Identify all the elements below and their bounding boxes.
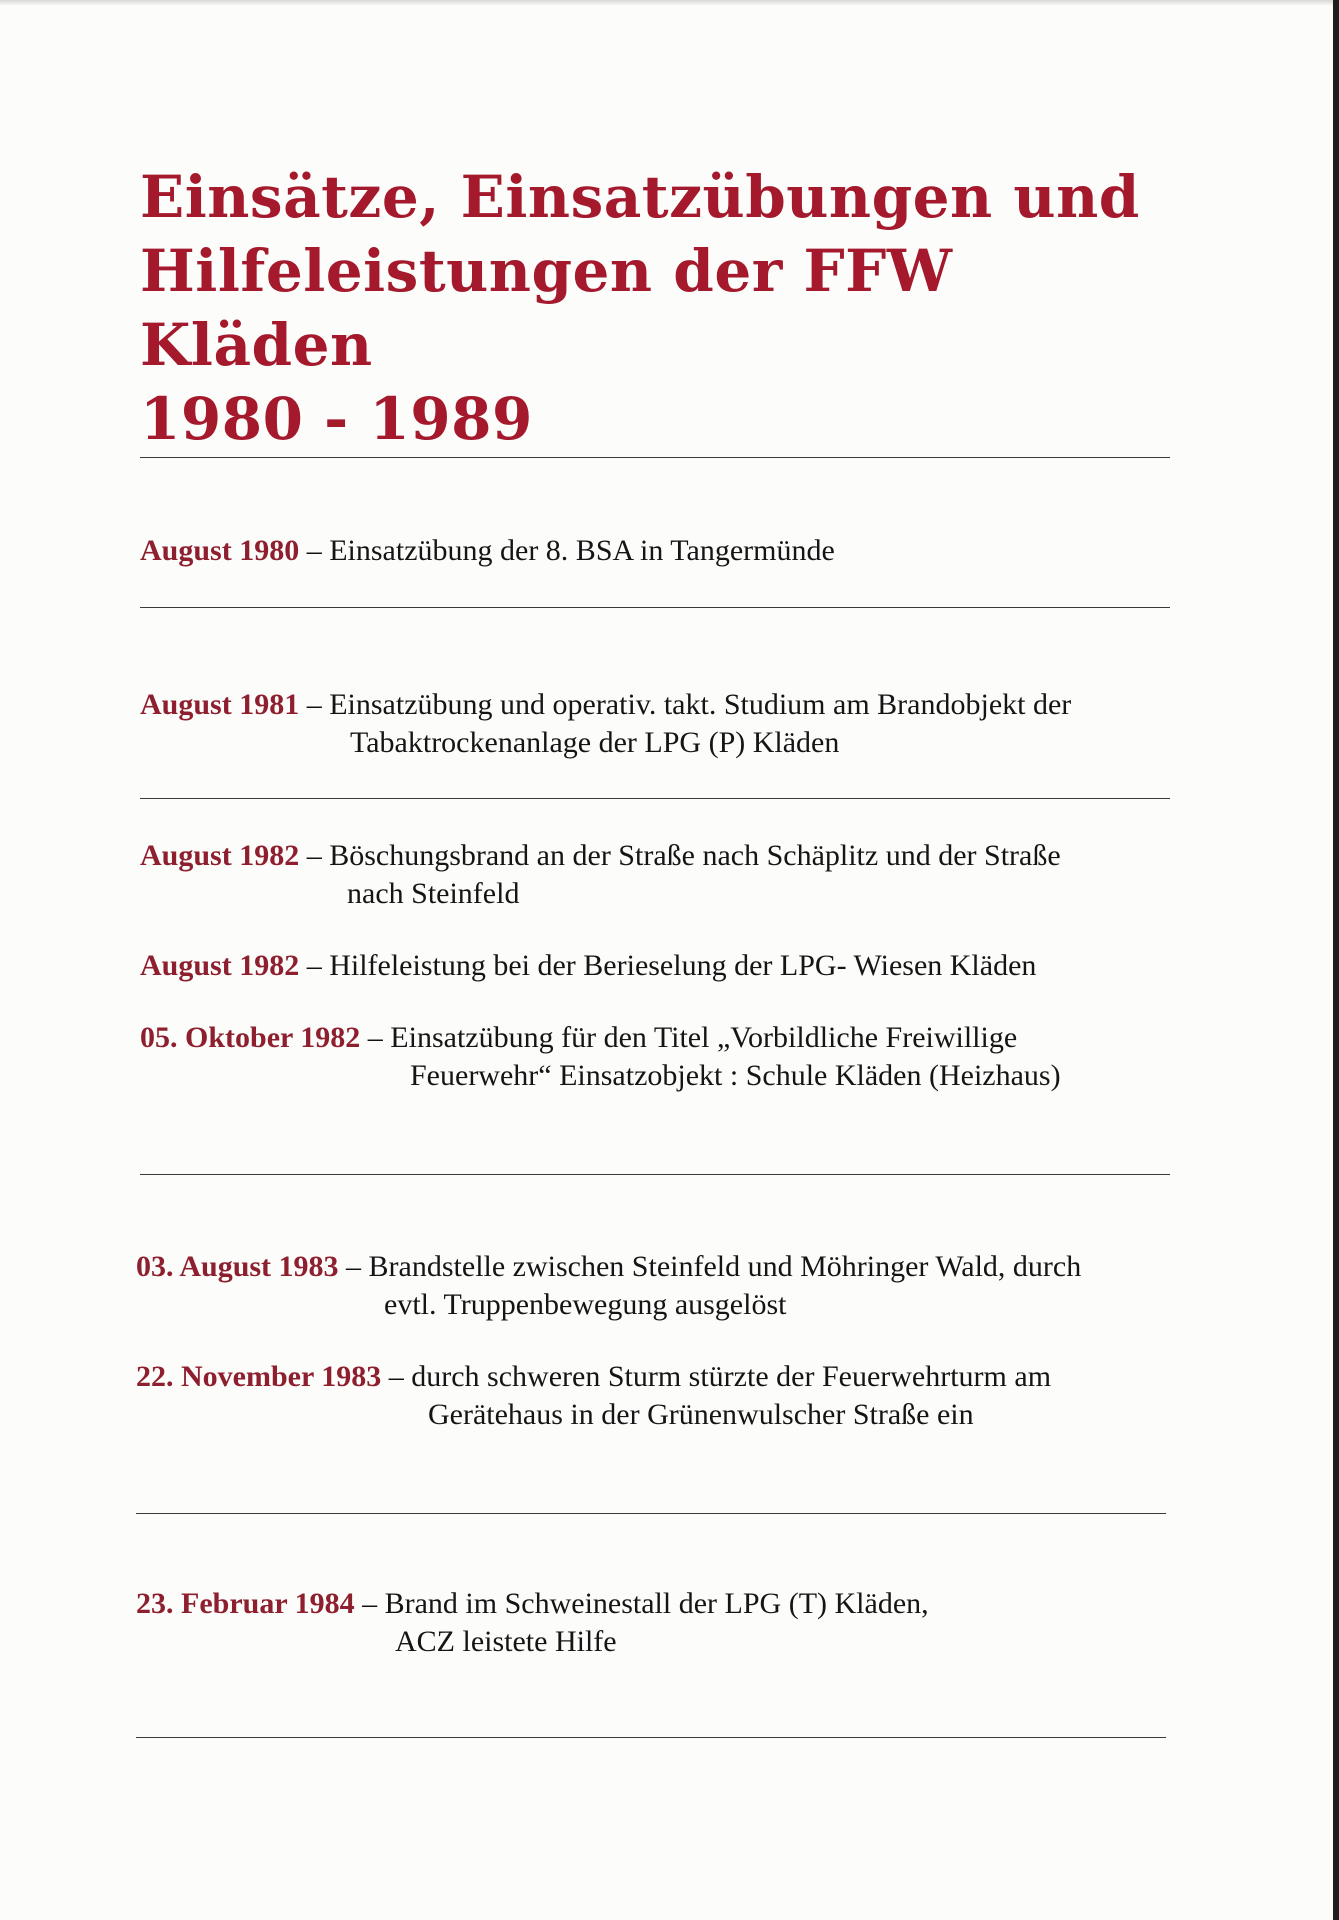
- entry-text-continued: ACZ leistete Hilfe: [395, 1625, 617, 1658]
- entry-text: Einsatzübung und operativ. takt. Studium am Brandobjekt der: [329, 688, 1072, 721]
- page-title: [140, 160, 1190, 456]
- entry-august-1983: [136, 1248, 1081, 1324]
- entry-text-continued: nach Steinfeld: [347, 877, 520, 910]
- entry-text-continued: Tabaktrockenanlage der LPG (P) Kläden: [350, 726, 840, 759]
- page-shadow-edge: [1333, 0, 1339, 1920]
- entry-separator: –: [381, 1360, 412, 1393]
- entry-separator: –: [299, 839, 330, 872]
- entry-separator: –: [354, 1587, 385, 1620]
- entry-text: Brand im Schweinestall der LPG (T) Kläden,: [384, 1587, 929, 1620]
- entry-date: August 1982: [140, 839, 300, 872]
- section-divider: [136, 1513, 1166, 1514]
- entry-februar-1984: [136, 1585, 929, 1661]
- entry-text-continued: evtl. Truppenbewegung ausgelöst: [384, 1288, 787, 1321]
- entry-oktober-1982: [140, 1019, 1061, 1095]
- entry-text: Einsatzübung der 8. BSA in Tangermünde: [329, 534, 835, 567]
- entry-text: Brandstelle zwischen Steinfeld und Möhringer Wald, durch: [368, 1250, 1082, 1283]
- title-line-1: Einsätze, Einsatzübungen und: [140, 163, 1140, 231]
- section-divider: [140, 1174, 1170, 1175]
- entry-text-continued: Gerätehaus in der Grünenwulscher Straße ein: [428, 1398, 974, 1431]
- entry-text-continued: Feuerwehr“ Einsatzobjekt : Schule Kläden (Heizhaus): [410, 1059, 1061, 1092]
- entry-separator: –: [360, 1021, 391, 1054]
- entry-date: August 1981: [140, 688, 300, 721]
- entry-november-1983: [136, 1358, 1051, 1434]
- page-top-edge: [0, 0, 1333, 6]
- title-divider: [140, 457, 1170, 458]
- entry-separator: –: [299, 949, 330, 982]
- section-divider: [136, 1737, 1166, 1738]
- entry-august-1980: [140, 532, 835, 570]
- entry-separator: –: [299, 534, 330, 567]
- section-divider: [140, 798, 1170, 799]
- entry-separator: –: [299, 688, 330, 721]
- entry-august-1982-b: [140, 947, 1036, 985]
- title-line-2: Hilfeleistungen der FFW Kläden: [140, 237, 953, 379]
- entry-text: durch schweren Sturm stürzte der Feuerwehrturm am: [411, 1360, 1052, 1393]
- entry-separator: –: [338, 1250, 369, 1283]
- entry-date: 03. August 1983: [136, 1250, 339, 1283]
- entry-date: August 1982: [140, 949, 300, 982]
- section-divider: [140, 607, 1170, 608]
- entry-date: August 1980: [140, 534, 300, 567]
- entry-august-1982-a: [140, 837, 1061, 913]
- entry-august-1981: [140, 686, 1071, 762]
- entry-text: Böschungsbrand an der Straße nach Schäplitz und der Straße: [329, 839, 1061, 872]
- title-line-3: 1980 - 1989: [140, 385, 533, 453]
- entry-date: 22. November 1983: [136, 1360, 382, 1393]
- entry-text: Einsatzübung für den Titel „Vorbildliche Freiwillige: [390, 1021, 1018, 1054]
- entry-date: 23. Februar 1984: [136, 1587, 355, 1620]
- entry-date: 05. Oktober 1982: [140, 1021, 361, 1054]
- entry-text: Hilfeleistung bei der Berieselung der LPG- Wiesen Kläden: [329, 949, 1037, 982]
